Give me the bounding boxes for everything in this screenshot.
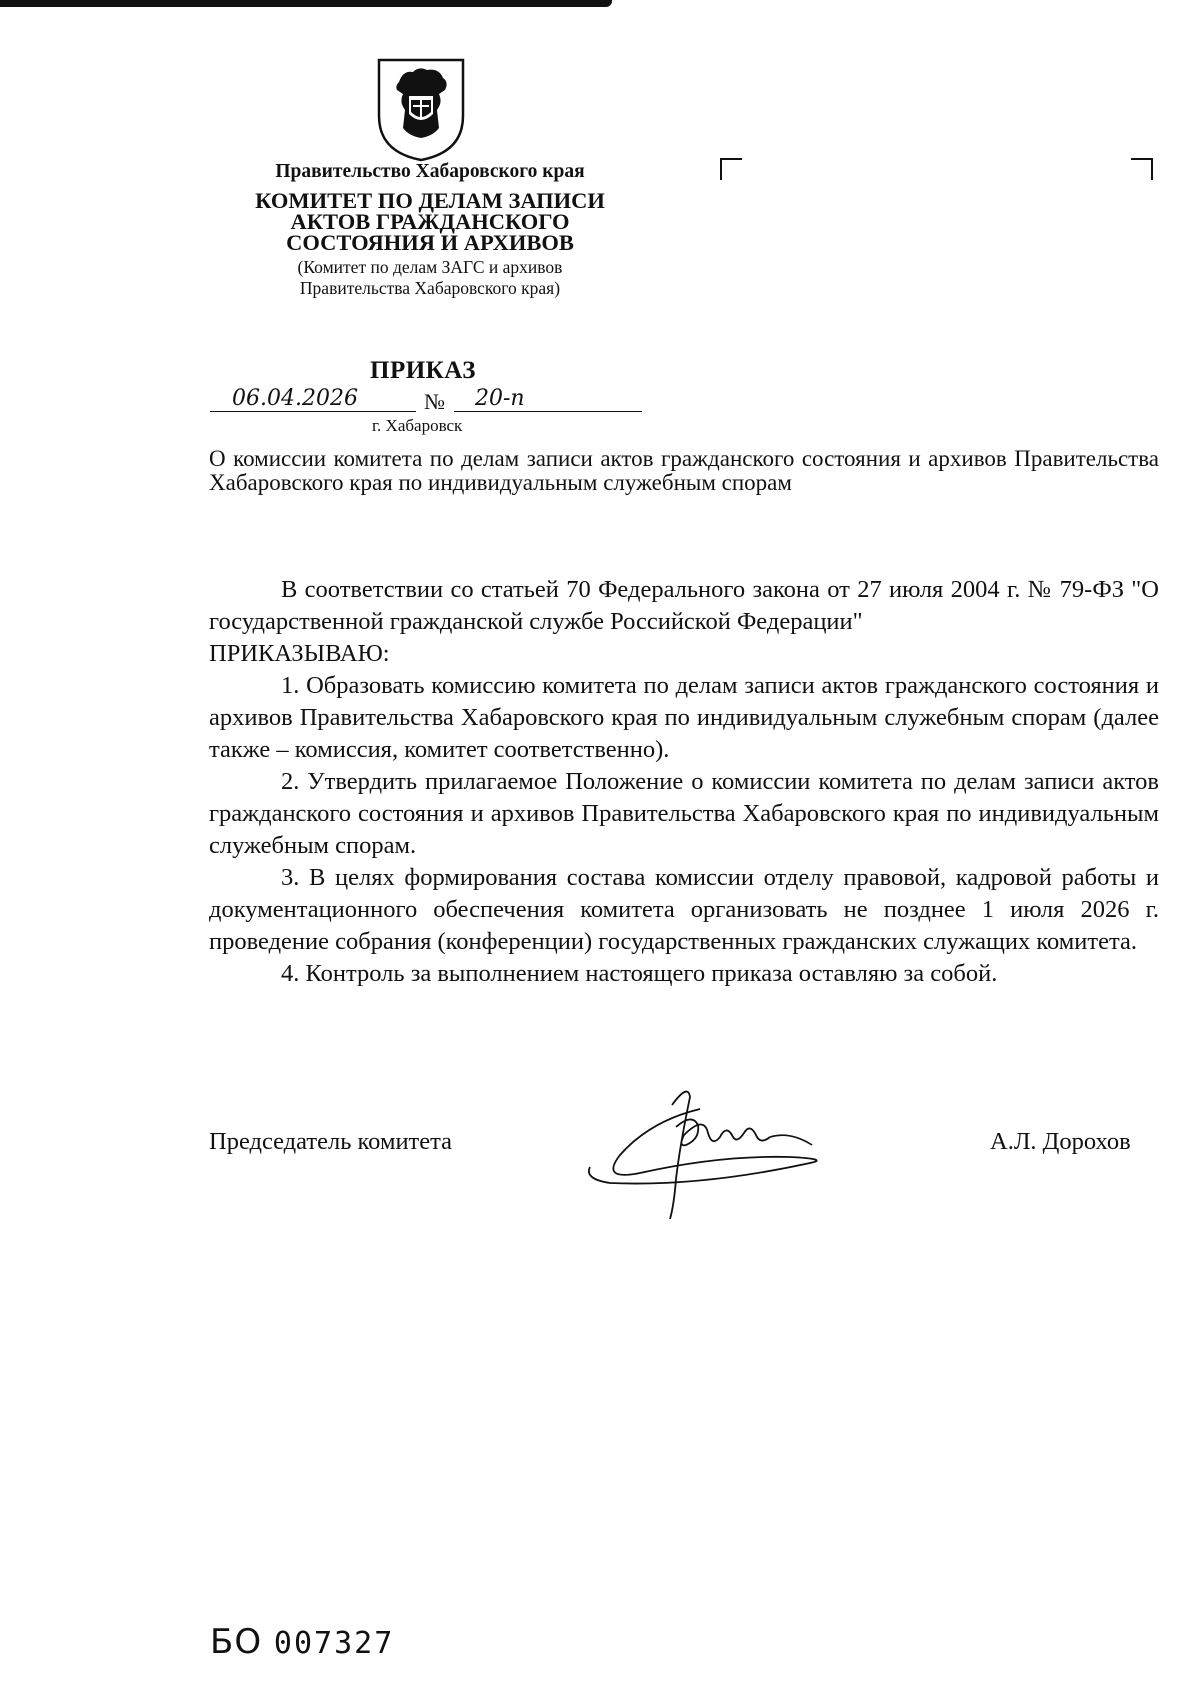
signer-title: Председатель комитета — [209, 1128, 453, 1155]
short-name-line: Правительства Хабаровского края) — [299, 278, 561, 298]
number-sign: № — [424, 389, 445, 414]
khabarovsk-coat-of-arms-icon — [373, 56, 469, 164]
preamble: В соответствии со статьей 70 Федерального закона от 27 июля 2004 г. № 79-ФЗ "О государственной гражданской службе Российской Федерации" — [209, 576, 1159, 635]
committee-name-line: СОСТОЯНИЯ И АРХИВОВ — [286, 230, 574, 255]
committee-name — [205, 190, 655, 253]
scan-edge-bar — [0, 0, 612, 7]
number-underline — [454, 411, 642, 412]
address-bracket-left — [720, 158, 742, 180]
form-serial — [210, 1622, 394, 1662]
document-number: 20-п — [475, 386, 525, 411]
form-number: 007327 — [273, 1626, 395, 1661]
order-word: ПРИКАЗЫВАЮ: — [209, 640, 390, 667]
document-subject: О комиссии комитета по делам записи актов гражданского состояния и архивов Правительства Хабаровского края по индивидуальным служебным спорам — [209, 446, 1159, 495]
committee-name-line: АКТОВ ГРАЖДАНСКОГО — [290, 209, 570, 234]
address-bracket-right — [1131, 158, 1153, 180]
committee-name-line: КОМИТЕТ ПО ДЕЛАМ ЗАПИСИ — [255, 188, 605, 213]
signer-name: А.Л. Дорохов — [990, 1128, 1131, 1155]
date-underline — [210, 411, 416, 412]
order-item: 1. Образовать комиссию комитета по делам записи актов гражданского состояния и архивов Правительства Хабаровского края по индивидуальным служебным спорам (далее также – комиссия, комитет соответственно). — [209, 672, 1159, 763]
order-item: 2. Утвердить прилагаемое Положение о комиссии комитета по делам записи актов гражданского состояния и архивов Правительства Хабаровского края по индивидуальным служебным спорам. — [209, 768, 1159, 859]
order-item: 3. В целях формирования состава комиссии отделу правовой, кадровой работы и документационного обеспечения комитета организовать не позднее 1 июля 2026 г. проведение собрания (конференции) государственных гражданских служащих комитета. — [209, 864, 1159, 955]
short-name-line: (Комитет по делам ЗАГС и архивов — [297, 257, 563, 277]
document-type: ПРИКАЗ — [370, 357, 476, 384]
document-body — [209, 574, 1159, 990]
government-name: Правительство Хабаровского края — [275, 161, 585, 182]
document-city: г. Хабаровск — [372, 416, 463, 435]
handwritten-signature-icon — [580, 1075, 840, 1225]
order-item: 4. Контроль за выполнением настоящего приказа оставляю за собой. — [281, 960, 998, 987]
committee-short-name — [205, 257, 655, 299]
document-date: 06.04.2026 — [232, 386, 358, 411]
form-series: БО — [210, 1622, 263, 1662]
